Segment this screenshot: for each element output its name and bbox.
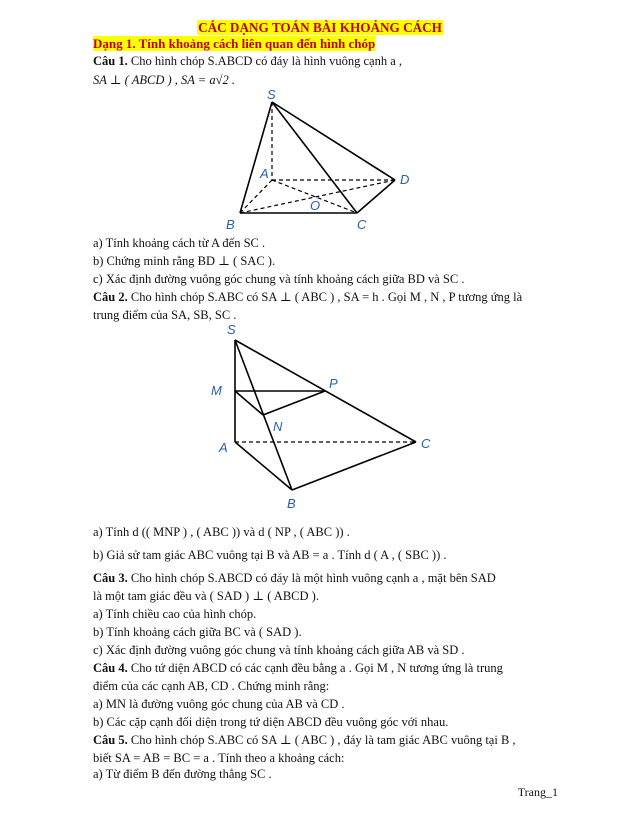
edge-sd: [272, 102, 395, 180]
q1-label: Câu 1.: [93, 54, 128, 68]
q3-line: [93, 570, 496, 586]
label-b: B: [226, 217, 235, 232]
q3-text2: là một tam giác đều và ( SAD ) ⊥ ( ABCD ).: [93, 589, 319, 603]
label-a: A: [219, 440, 228, 455]
q1-part-b: b) Chứng minh rằng BD ⊥ ( SAC ).: [93, 254, 276, 268]
q3-part-c: c) Xác định đường vuông góc chung và tính khoảng cách giữa AB và SD .: [93, 643, 465, 657]
label-o: O: [310, 198, 321, 213]
label-c: C: [357, 217, 367, 232]
q5-line: [93, 732, 516, 748]
q4-part-b: b) Các cặp cạnh đối diện trong tứ diện ABCD đều vuông góc với nhau.: [93, 715, 449, 729]
q4-part-a: a) MN là đường vuông góc chung của AB và CD .: [93, 697, 345, 711]
label-a: A: [260, 166, 269, 181]
q2-text2: trung điểm của SA, SB, SC .: [93, 308, 237, 322]
q2-line: [93, 289, 522, 305]
section-heading: Dạng 1. Tính khoảng cách liên quan đến hình chóp: [93, 36, 376, 51]
q4-text: Cho tứ diện ABCD có các cạnh đều bằng a . Gọi M , N tương ứng là trung: [130, 661, 503, 675]
q1-part-c: c) Xác định đường vuông góc chung và tính khoảng cách giữa BD và SC .: [93, 272, 465, 286]
q5-label: Câu 5.: [93, 733, 128, 747]
q3-text: Cho hình chóp S.ABCD có đáy là một hình vuông cạnh a , mặt bên SAD: [130, 571, 496, 585]
q4-line: [93, 660, 503, 676]
q1-text: Cho hình chóp S.ABCD có đáy là hình vuông cạnh a ,: [130, 54, 403, 68]
q3-part-a: a) Tính chiều cao của hình chóp.: [93, 607, 257, 621]
edge-bc: [292, 442, 416, 490]
label-s: S: [227, 322, 236, 337]
page-title: CÁC DẠNG TOÁN BÀI KHOẢNG CÁCH: [198, 20, 442, 35]
q2-part-b: b) Giả sử tam giác ABC vuông tại B và AB = a . Tính d ( A , ( SBC )) .: [93, 548, 447, 562]
label-c: C: [421, 436, 431, 451]
q2-label: Câu 2.: [93, 290, 128, 304]
label-p: P: [329, 376, 338, 391]
edge-np: [263, 391, 325, 415]
label-m: M: [211, 383, 222, 398]
q5-text2: biết SA = AB = BC = a . Tính theo a khoảng cách:: [93, 751, 345, 765]
edge-cd: [357, 180, 395, 213]
label-d: D: [400, 172, 410, 187]
q3-part-b: b) Tính khoảng cách giữa BC và ( SAD ).: [93, 625, 302, 639]
q5-text: Cho hình chóp S.ABC có SA ⊥ ( ABC ) , đáy là tam giác ABC vuông tại B ,: [130, 733, 516, 747]
figure-pyramid-abcd: [220, 88, 420, 233]
label-s: S: [267, 88, 276, 102]
q2-part-a: a) Tính d (( MNP ) , ( ABC )) và d ( NP , ( ABC )) .: [93, 525, 350, 539]
q5-part-a: a) Từ điểm B đến đường thẳng SC .: [93, 767, 272, 781]
q1-part-a: a) Tính khoảng cách từ A đến SC .: [93, 236, 266, 250]
q2-text: Cho hình chóp S.ABC có SA ⊥ ( ABC ) , SA = h . Gọi M , N , P tương ứng là: [130, 290, 523, 304]
q1-line: [93, 53, 402, 69]
page-footer: Trang_1: [517, 785, 558, 799]
figure-pyramid-abc: [205, 320, 445, 520]
q4-label: Câu 4.: [93, 661, 128, 675]
label-b: B: [287, 496, 296, 511]
label-n: N: [273, 419, 283, 434]
q4-text2: điểm của các cạnh AB, CD . Chứng minh rằng:: [93, 679, 330, 693]
q3-label: Câu 3.: [93, 571, 128, 585]
q1-condition: SA ⊥ ( ABCD ) , SA = a√2 .: [93, 73, 235, 87]
